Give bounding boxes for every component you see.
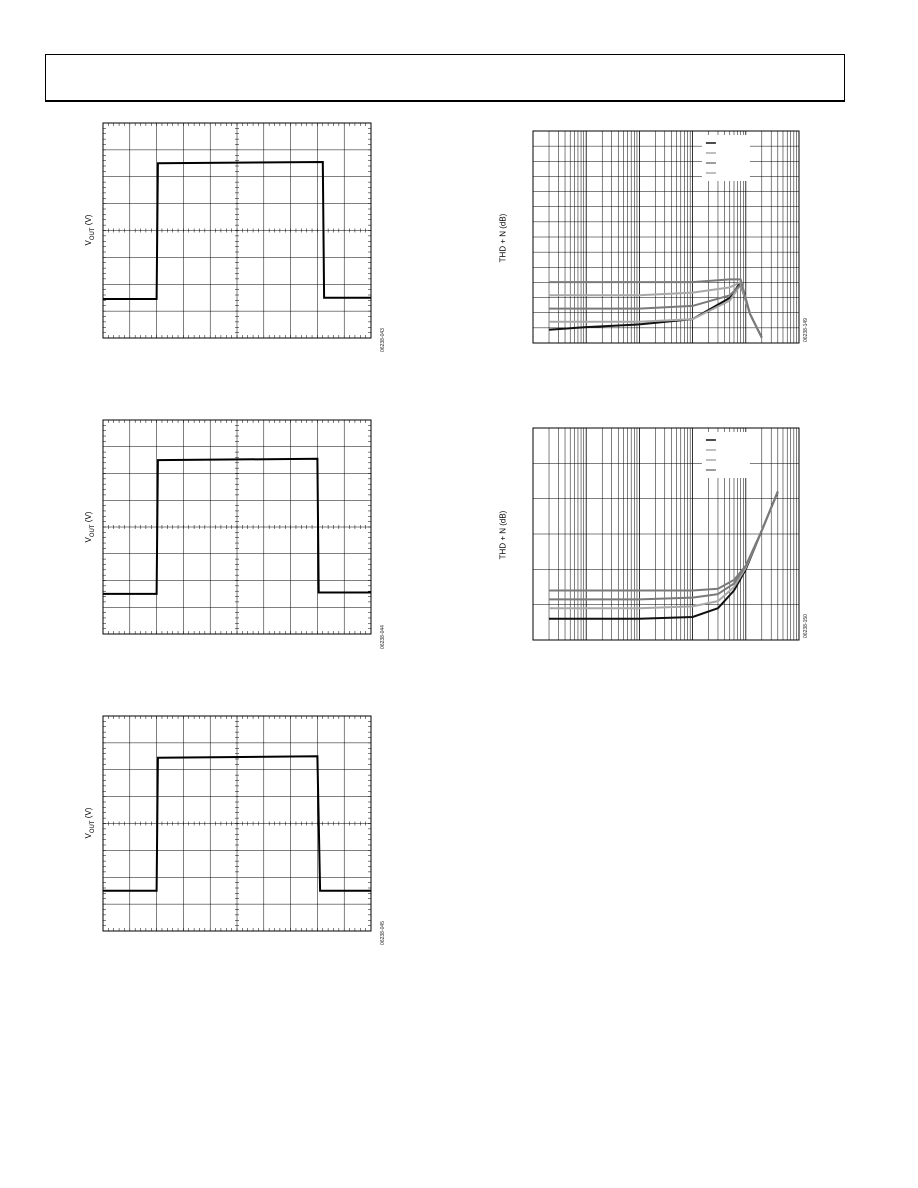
vout-plot-3 (102, 715, 372, 932)
vout-plot-2 (102, 419, 372, 635)
vout-ylabel-1: $V_{OUT}$ (V) (84, 214, 96, 246)
thdn-ylabel-2: THD + N (dB) (498, 510, 508, 560)
thdn-plot-1 (532, 130, 800, 344)
header-box (45, 54, 845, 102)
figure-code-4: 06238-149 (803, 318, 809, 342)
figure-code-5: 06238-150 (803, 614, 809, 638)
vout-ylabel-3: $V_{OUT}$ (V) (84, 807, 96, 839)
legend-box (702, 135, 750, 181)
vout-ylabel-2: $V_{OUT}$ (V) (84, 511, 96, 543)
figure-code-1: 06238-043 (380, 328, 386, 352)
thdn-plot-2 (532, 427, 800, 641)
legend-box (702, 432, 750, 478)
thdn-ylabel-1: THD + N (dB) (498, 213, 508, 263)
vout-plot-1 (102, 122, 372, 339)
figure-code-3: 06238-045 (380, 921, 386, 945)
figure-code-2: 06238-044 (380, 625, 386, 649)
